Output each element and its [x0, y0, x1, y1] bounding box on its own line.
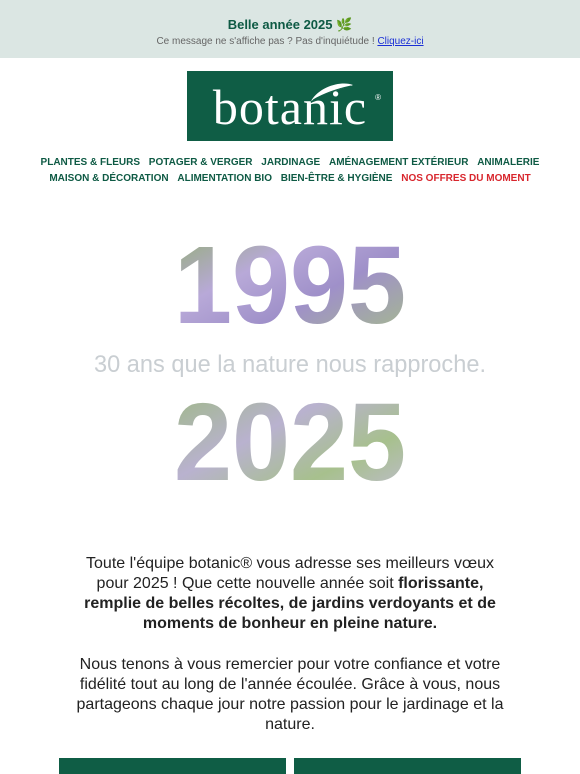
- greeting-paragraph: [70, 554, 510, 634]
- logo-wordmark: botanic: [212, 79, 368, 135]
- nav-plantes-fleurs[interactable]: PLANTES & FLEURS: [40, 157, 140, 168]
- nav-amenagement-exterieur[interactable]: AMÉNAGEMENT EXTÉRIEUR: [328, 157, 469, 168]
- preheader-bar: [0, 0, 580, 58]
- nav-offres-du-moment[interactable]: NOS OFFRES DU MOMENT: [401, 173, 531, 184]
- thanks-paragraph: Nous tenons à vous remercier pour votre confiance et votre fidélité tout au long de l'année écoulée. Grâce à vous, nous partageons chaque jour notre passion pour le jardinage et la nature.: [76, 656, 504, 733]
- preheader-title: Belle année 2025 🌿: [227, 17, 353, 32]
- preheader-text: Ce message ne s'affiche pas ? Pas d'inquiétude !: [156, 36, 375, 47]
- nav-maison-decoration[interactable]: MAISON & DÉCORATION: [49, 173, 169, 184]
- nav-potager-verger[interactable]: POTAGER & VERGER: [148, 157, 253, 168]
- main-nav-row-2: [0, 173, 580, 184]
- hero-tagline: 30 ans que la nature nous rapproche.: [94, 351, 486, 378]
- nav-jardinage[interactable]: JARDINAGE: [261, 157, 321, 168]
- anniversary-hero-image: [80, 235, 500, 490]
- view-online-link[interactable]: Cliquez-ici: [377, 36, 424, 47]
- nav-bien-etre-hygiene[interactable]: BIEN-ÊTRE & HYGIÈNE: [280, 173, 393, 184]
- main-nav-row-1: [0, 157, 580, 168]
- cta-button-left[interactable]: [59, 758, 286, 774]
- greeting-plain-text: Toute l'équipe botanic® vous adresse ses meilleurs vœux pour 2025 ! Que cette nouvelle année soit: [86, 555, 494, 592]
- hero-year-1995: 1995: [174, 235, 406, 347]
- nav-animalerie[interactable]: ANIMALERIE: [477, 157, 540, 168]
- greeting-bold-text: florissante, remplie de belles récoltes, de jardins verdoyants et de moments de bonheur en pleine nature.: [84, 575, 496, 632]
- preheader-message: [0, 36, 580, 47]
- logo-registered-mark: ®: [375, 93, 381, 102]
- botanic-logo[interactable]: [187, 71, 393, 141]
- hero-year-2025: 2025: [174, 381, 406, 490]
- cta-button-right[interactable]: [294, 758, 521, 774]
- nav-alimentation-bio[interactable]: ALIMENTATION BIO: [177, 173, 272, 184]
